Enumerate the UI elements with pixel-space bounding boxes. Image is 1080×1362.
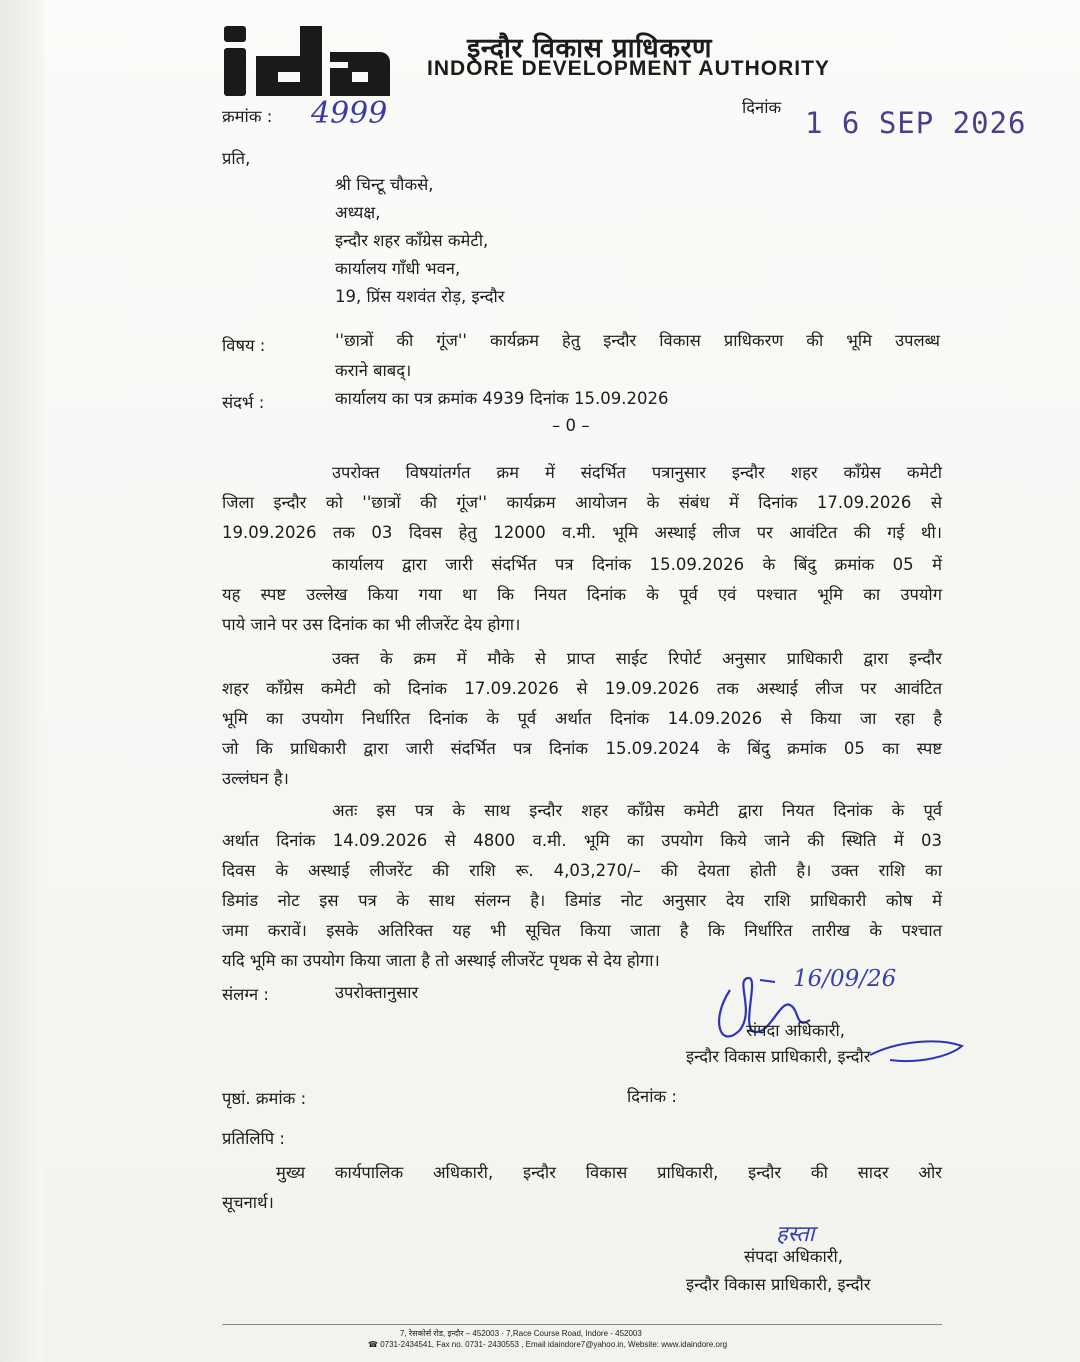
signature1-office: इन्दौर विकास प्राधिकारी, इन्दौर: [686, 1047, 871, 1066]
paragraph-line: डिमांड नोट इस पत्र के साथ संलग्न है। डिमांड नोट अनुसार देय राशि प्राधिकारी कोष में: [222, 891, 942, 910]
signature2-handwritten: हस्ता: [776, 1222, 815, 1247]
paragraph-line: दिवस के अस्थाई लीजरेंट की राशि रू. 4,03,270/– की देयता होती है। उक्त राशि का: [222, 861, 942, 880]
recipient-line: कार्यालय गाँधी भवन,: [335, 259, 461, 278]
svg-text:ida: ida: [220, 22, 222, 23]
page-edge-shadow: [0, 0, 44, 1362]
copy-text-line2: सूचनार्थ।: [222, 1193, 274, 1212]
date-stamp: 1 6 SEP 2026: [805, 106, 1027, 140]
paragraph-line: उक्त के क्रम में मौके से प्राप्त साईट रिपोर्ट अनुसार प्राधिकारी द्वारा इन्दौर: [332, 649, 942, 668]
endorsement-ref-label: पृष्ठां. क्रमांक :: [222, 1089, 307, 1108]
ida-logo: [220, 22, 392, 102]
body-paragraph-1: [222, 458, 942, 548]
subject-text-line2: कराने बाबद्।: [335, 361, 412, 380]
recipient-line: श्री चिन्टू चौकसे,: [335, 175, 434, 194]
endorsement-date-label: दिनांक :: [627, 1087, 677, 1106]
paragraph-line: उपरोक्त विषयांतर्गत क्रम में संदर्भित पत्रानुसार इन्दौर शहर काँग्रेस कमेटी: [332, 463, 942, 482]
paragraph-line: भूमि का उपयोग निर्धारित दिनांक के पूर्व अर्थात दिनांक 14.09.2026 से किया जा रहा है: [222, 709, 942, 728]
paragraph-line: उल्लंघन है।: [222, 769, 289, 788]
paragraph-line: कार्यालय द्वारा जारी संदर्भित पत्र दिनांक 15.09.2026 के बिंदु क्रमांक 05 में: [332, 555, 942, 574]
signature-date-handwritten: 16/09/26: [793, 966, 897, 992]
recipient-line: 19, प्रिंस यशवंत रोड़, इन्दौर: [335, 287, 505, 306]
signature1-designation: संपदा अधिकारी,: [746, 1021, 846, 1040]
signature2-office: इन्दौर विकास प्राधिकारी, इन्दौर: [686, 1275, 871, 1294]
prati-label: प्रति,: [222, 149, 251, 168]
paragraph-line: जिला इन्दौर को ''छात्रों की गूंज'' कार्यक्रम आयोजन के संबंध में दिनांक 17.09.2026 से: [222, 493, 942, 512]
footer-contact: ☎ 0731-2434541, Fax no. 0731- 2430553 , Email idaindore7@yahoo.in, Website: www.idaindore.org: [368, 1340, 728, 1349]
subject-text-line1: ''छात्रों की गूंज'' कार्यक्रम हेतु इन्दौर विकास प्राधिकरण की भूमि उपलब्ध: [335, 331, 940, 350]
paragraph-line: शहर काँग्रेस कमेटी को दिनांक 17.09.2026 से 19.09.2026 तक अस्थाई लीज पर आवंटित: [222, 679, 942, 698]
paragraph-line: यदि भूमि का उपयोग किया जाता है तो अस्थाई लीजरेंट पृथक से देय होगा।: [222, 951, 660, 970]
footer-address: 7, रेसकोर्स रोड, इन्दौर – 452003 · 7,Race Course Road, Indore - 452003: [400, 1329, 642, 1338]
organization-title-english: INDORE DEVELOPMENT AUTHORITY: [427, 57, 830, 80]
paragraph-line: अर्थात दिनांक 14.09.2026 से 4800 व.मी. भूमि का उपयोग किये जाने की स्थिति में 03: [222, 831, 942, 850]
enclosure-label: संलग्न :: [222, 985, 269, 1004]
paragraph-line: अतः इस पत्र के साथ इन्दौर शहर काँग्रेस कमेटी द्वारा नियत दिनांक के पूर्व: [332, 801, 942, 820]
body-paragraph-3: [222, 644, 942, 794]
ref-number-label: क्रमांक :: [222, 107, 273, 126]
subject-label: विषय :: [222, 336, 266, 355]
paragraph-line: पाये जाने पर उस दिनांक का भी लीजरेंट देय होगा।: [222, 615, 521, 634]
separator: – 0 –: [552, 416, 590, 435]
paragraph-line: 19.09.2026 तक 03 दिवस हेतु 12000 व.मी. भूमि अस्थाई लीज पर आवंटित की गई थी।: [222, 523, 942, 542]
reference-text: कार्यालय का पत्र क्रमांक 4939 दिनांक 15.09.2026: [335, 389, 669, 408]
recipient-line: इन्दौर शहर काँग्रेस कमेटी,: [335, 231, 489, 250]
recipient-line: अध्यक्ष,: [335, 203, 381, 222]
footer-divider: [222, 1324, 942, 1325]
copy-text-line1: मुख्य कार्यपालिक अधिकारी, इन्दौर विकास प्राधिकारी, इन्दौर की सादर ओर: [276, 1163, 942, 1182]
enclosure-text: उपरोक्तानुसार: [335, 983, 419, 1002]
paragraph-line: जमा करावें। इसके अतिरिक्त यह भी सूचित किया जाता है कि निर्धारित तारीख के पश्चात: [222, 921, 942, 940]
paragraph-line: जो कि प्राधिकारी द्वारा जारी संदर्भित पत्र दिनांक 15.09.2024 के बिंदु क्रमांक 05 का स्पष्ट: [222, 739, 942, 758]
copy-label: प्रतिलिपि :: [222, 1129, 285, 1148]
paragraph-line: यह स्पष्ट उल्लेख किया गया था कि नियत दिनांक के पूर्व एवं पश्चात भूमि का उपयोग: [222, 585, 942, 604]
organization-title-hindi: इन्दौर विकास प्राधिकरण: [467, 33, 713, 64]
signature2-designation: संपदा अधिकारी,: [744, 1247, 844, 1266]
body-paragraph-2: [222, 550, 942, 640]
date-label: दिनांक: [742, 98, 782, 117]
ref-number-handwritten: 4999: [311, 96, 388, 131]
reference-label: संदर्भ :: [222, 393, 265, 412]
body-paragraph-4: [222, 796, 942, 976]
